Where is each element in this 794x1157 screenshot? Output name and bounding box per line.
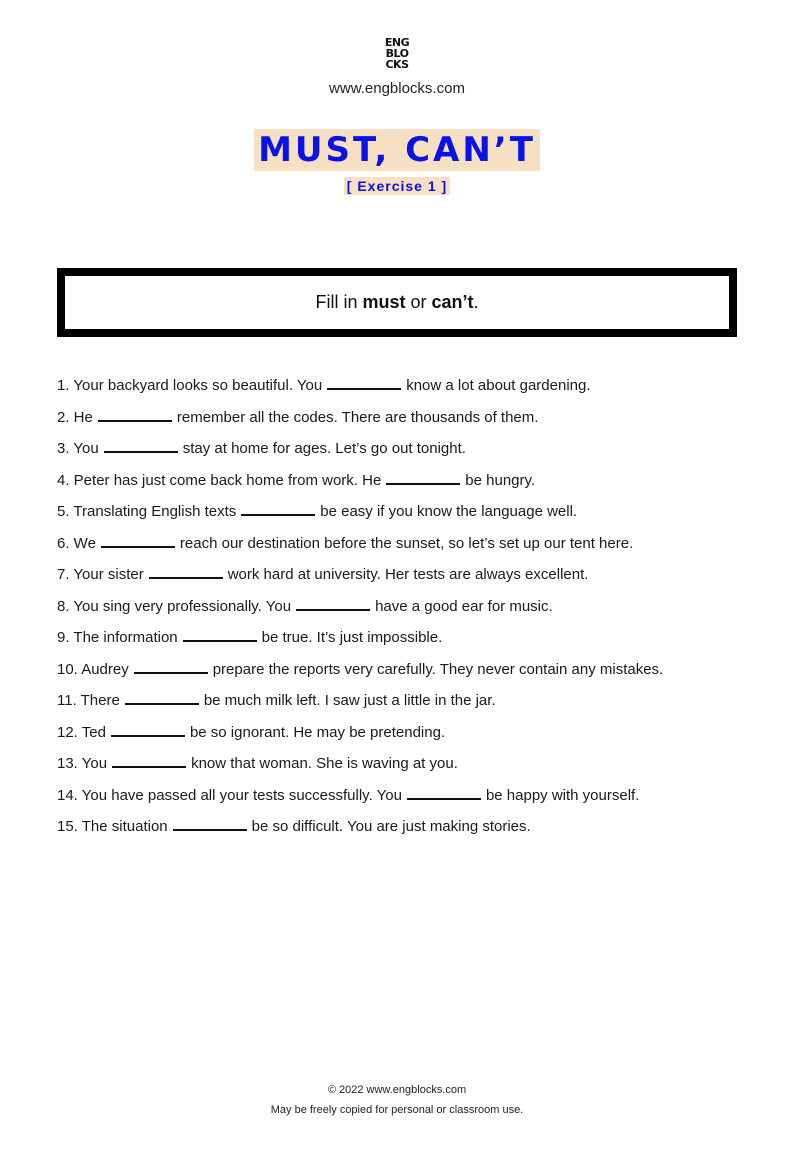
question-item bbox=[57, 563, 757, 595]
exercise-label: [ Exercise 1 ] bbox=[344, 177, 450, 195]
question-text-before: 13. You bbox=[57, 755, 108, 772]
answer-blank[interactable] bbox=[125, 689, 199, 705]
answer-blank[interactable] bbox=[296, 595, 370, 611]
question-text-after: reach our destination before the sunset, so let’s set up our tent here. bbox=[179, 534, 634, 552]
answer-blank[interactable] bbox=[149, 563, 223, 579]
question-item bbox=[57, 500, 757, 532]
answer-blank[interactable] bbox=[111, 721, 185, 737]
question-text-after: be happy with yourself. bbox=[485, 786, 640, 804]
site-url[interactable]: www.engblocks.com bbox=[329, 80, 465, 97]
page-header bbox=[0, 37, 794, 196]
question-item bbox=[57, 626, 757, 658]
question-text-before: 3. You bbox=[57, 440, 99, 457]
page-footer bbox=[0, 1080, 794, 1120]
question-text-before: 5. Translating English texts bbox=[57, 503, 237, 520]
question-text-before: 2. He bbox=[57, 408, 93, 426]
question-text-after: be hungry. bbox=[465, 471, 536, 489]
answer-blank[interactable] bbox=[104, 437, 178, 453]
answer-blank[interactable] bbox=[183, 626, 257, 642]
answer-blank[interactable] bbox=[101, 532, 175, 548]
question-text-before: 1. Your backyard looks so beautiful. You bbox=[57, 377, 323, 394]
question-text-before: 12. Ted bbox=[57, 723, 106, 741]
question-text-before: 15. The situation bbox=[57, 818, 168, 835]
question-item bbox=[57, 658, 757, 690]
question-text-after: be true. It’s just impossible. bbox=[261, 629, 443, 646]
logo-line: ENG bbox=[384, 36, 410, 49]
question-item bbox=[57, 374, 757, 406]
question-text-before: 7. Your sister bbox=[57, 566, 144, 583]
instruction-word-must: must bbox=[362, 292, 406, 312]
question-text-before: 4. Peter has just come back home from work. He bbox=[57, 471, 382, 489]
question-text-before: 11. There bbox=[57, 692, 120, 709]
question-text-after: be so difficult. You are just making stories. bbox=[251, 818, 531, 835]
question-item bbox=[57, 752, 757, 784]
page-title: MUST, CAN’T bbox=[254, 129, 540, 171]
question-item bbox=[57, 406, 757, 438]
answer-blank[interactable] bbox=[134, 658, 208, 674]
answer-blank[interactable] bbox=[407, 784, 481, 800]
question-text-after: have a good ear for music. bbox=[375, 597, 553, 615]
question-item bbox=[57, 689, 757, 721]
question-text-before: 8. You sing very professionally. You bbox=[57, 597, 292, 615]
instruction-prefix: Fill in bbox=[315, 292, 363, 312]
question-text-after: stay at home for ages. Let’s go out tonight. bbox=[182, 440, 466, 457]
copyright-text: © 2022 www.engblocks.com bbox=[327, 1084, 467, 1096]
question-item bbox=[57, 532, 757, 564]
engblocks-logo bbox=[377, 37, 417, 70]
answer-blank[interactable] bbox=[173, 815, 247, 831]
question-item bbox=[57, 469, 757, 501]
answer-blank[interactable] bbox=[386, 469, 460, 485]
logo-line: BLO bbox=[385, 47, 409, 60]
question-item bbox=[57, 595, 757, 627]
question-text-before: 10. Audrey bbox=[57, 660, 129, 678]
question-text-before: 6. We bbox=[57, 534, 96, 552]
question-text-after: prepare the reports very carefully. They never contain any mistakes. bbox=[212, 660, 664, 678]
question-text-before: 9. The information bbox=[57, 629, 178, 646]
instruction-box bbox=[57, 268, 737, 337]
answer-blank[interactable] bbox=[327, 374, 401, 390]
question-text-before: 14. You have passed all your tests successfully. You bbox=[57, 786, 402, 804]
question-item bbox=[57, 437, 757, 469]
question-text-after: be easy if you know the language well. bbox=[320, 503, 578, 520]
question-text-after: work hard at university. Her tests are always excellent. bbox=[227, 566, 589, 583]
answer-blank[interactable] bbox=[112, 752, 186, 768]
instruction-word-cant: can’t bbox=[431, 292, 474, 312]
instruction-suffix: . bbox=[473, 292, 479, 312]
answer-blank[interactable] bbox=[98, 406, 172, 422]
question-item bbox=[57, 784, 757, 816]
instruction-middle: or bbox=[405, 292, 432, 312]
question-text-after: be so ignorant. He may be pretending. bbox=[189, 723, 446, 741]
question-text-after: know that woman. She is waving at you. bbox=[191, 755, 458, 772]
question-item bbox=[57, 815, 757, 847]
instruction-text bbox=[315, 292, 478, 313]
question-text-after: remember all the codes. There are thousands of them. bbox=[176, 408, 539, 426]
question-text-after: know a lot about gardening. bbox=[406, 377, 591, 394]
question-list bbox=[57, 374, 757, 847]
answer-blank[interactable] bbox=[241, 500, 315, 516]
question-text-after: be much milk left. I saw just a little in the jar. bbox=[203, 692, 496, 709]
license-text: May be freely copied for personal or classroom use. bbox=[270, 1104, 524, 1116]
logo-line: CKS bbox=[385, 58, 409, 71]
question-item bbox=[57, 721, 757, 753]
